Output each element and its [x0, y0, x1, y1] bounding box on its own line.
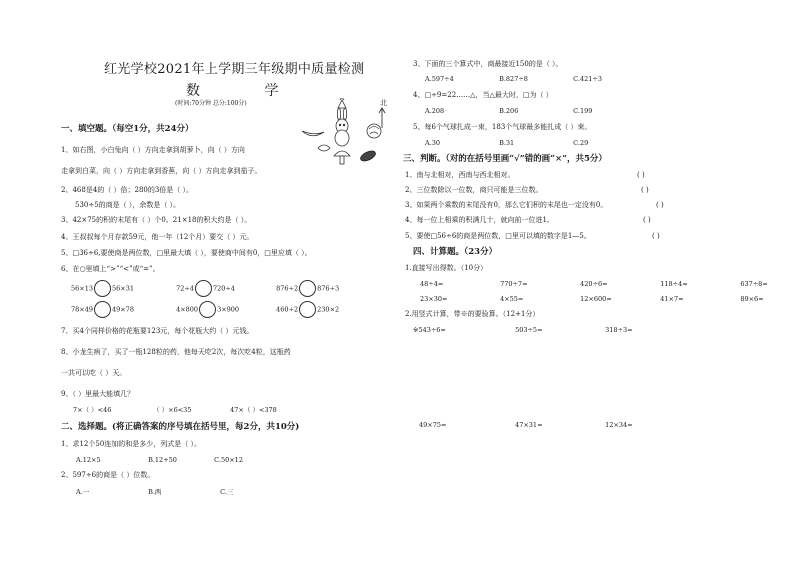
compare-left: 460÷2: [276, 305, 299, 314]
compare-left: 56×13: [71, 284, 93, 293]
oral-item: 23×30=: [420, 295, 448, 303]
q8-line2: 一共可以吃（ ）天。: [61, 369, 127, 377]
tf-paren-1: ( ): [637, 171, 645, 179]
q9-item: 47×（ ）<378: [230, 406, 277, 414]
vertical-item: 47×31=: [515, 421, 543, 429]
option: C.29: [573, 139, 589, 147]
mc1: 1、求12个50连加的和是多少，列式是（ ）。: [61, 440, 201, 448]
vertical-item: 318÷3=: [605, 326, 633, 334]
mc3-options: [425, 76, 602, 83]
tf-paren-3: ( ): [656, 201, 664, 209]
option: B.31: [499, 139, 515, 147]
compare-right: 876÷3: [317, 284, 340, 293]
calc-part-1-title: 1.直接写出得数。（10分）: [405, 264, 488, 272]
q1-line2: 走拿到白菜，向（ ）方向走拿到香蕉，向（ ）方向走拿到茄子。: [61, 167, 262, 175]
q5: 5、□36÷6,要使商是两位数，□里最大填（ ），要使商中间有0，□里应填（ ）。: [61, 249, 312, 257]
compare-left: 876÷2: [276, 284, 299, 293]
mushroom-icon: [334, 151, 350, 164]
compare-circle[interactable]: [199, 301, 216, 318]
compare-right: 56×31: [112, 284, 134, 293]
tf-item-2: 2、三位数除以一位数，商只可能是三位数。: [405, 186, 543, 194]
compare-left: 78×49: [71, 305, 93, 314]
option: C.421÷3: [573, 75, 602, 83]
option: C.三: [220, 488, 234, 496]
q9-item: 7×（ ）<46: [73, 406, 112, 414]
q4: 4、王叔叔每个月存款59元，他一年（12个月）要交（ ）元。: [61, 233, 254, 241]
leaf-icon: [318, 145, 330, 151]
option: A.12×5: [76, 456, 101, 464]
q7: 7、买4个同样价格的花瓶要123元，每个花瓶大约（ ）元钱。: [61, 327, 254, 335]
section-1-title: 一、填空题。（每空1分，共24分）: [61, 124, 194, 134]
compare-circle[interactable]: [299, 301, 316, 318]
option: B.827÷8: [499, 75, 528, 83]
oral-item: 41×7≈: [660, 295, 684, 303]
tf-item-1: 1、南与北相对，西南与西北相对。: [405, 171, 515, 179]
exam-meta: (时间:70分钟 总分:100分): [175, 100, 247, 107]
q9: 9、（ ）里最大能填几？: [61, 390, 135, 398]
vertical-item: 12×34=: [605, 421, 633, 429]
oral-item: 637÷8≈: [740, 280, 768, 288]
subject-title: 数 学: [186, 83, 309, 99]
oral-item: 420÷6=: [580, 280, 608, 288]
option: A.30: [425, 139, 441, 147]
mc2-options: [76, 489, 233, 496]
q8-line1: 8、小龙生病了，买了一瓶128粒的药，他每天吃2次，每次吃4粒，这瓶药: [61, 348, 291, 356]
mc1-options: [76, 457, 243, 464]
compare-left: 72÷4: [176, 284, 194, 293]
option: A.208: [425, 107, 445, 115]
vertical-item: ※543÷6=: [413, 326, 446, 334]
mc3: 3、下面的三个算式中，商最接近150的是（ ）。: [413, 60, 563, 68]
compare-circle[interactable]: [94, 280, 111, 297]
mc4: 4、□÷9=22……△，当△最大时，□为（ ）: [413, 91, 553, 99]
vertical-item: 49×75=: [419, 421, 447, 429]
tf-item-3: 3、如果两个乘数的末尾没有0，那么它们积的末尾也一定没有0。: [405, 201, 608, 209]
oral-item: 89×6≈: [740, 295, 764, 303]
q6: 6、在○里填上“>”“<”或“=”。: [61, 265, 160, 273]
tf-paren-2: ( ): [641, 186, 649, 194]
exam-title: 红光学校2021年上学期三年级期中质量检测: [104, 62, 365, 77]
tf-item-5: 5、要使□56÷6的商是两位数，□里可以填的数字是1—5。: [405, 232, 591, 240]
oral-row-1: [420, 281, 780, 288]
compare-right: 49×78: [112, 305, 134, 314]
vertical-item: 503÷5=: [515, 326, 543, 334]
option: C.199: [573, 107, 593, 115]
banana-icon: [302, 131, 324, 136]
compare-right: 720÷4: [212, 284, 235, 293]
section-2-title: 二、选择题。(将正确答案的序号填在括号里，每2分，共10分): [61, 422, 300, 432]
q9-items: [73, 407, 277, 414]
north-arrow-icon: [377, 107, 387, 129]
option: A.一: [76, 488, 90, 496]
q2-line2: 530÷5的商是（ ），余数是（ ）。: [75, 201, 181, 209]
oral-row-2: [420, 296, 780, 303]
option: B.12+50: [148, 456, 177, 464]
carrot-icon: [338, 98, 346, 108]
north-label: 北: [380, 99, 387, 107]
oral-item: 118÷4≈: [660, 280, 688, 288]
oral-item: 12×600=: [580, 295, 612, 303]
option: A.597÷4: [425, 75, 454, 83]
section-3-title: 三、判断。（对的在括号里画“√”错的画“×”，共5分）: [403, 154, 607, 164]
compare-row-2: [71, 301, 339, 318]
oral-item: 48÷4=: [420, 280, 444, 288]
oral-item: 4×55=: [500, 295, 524, 303]
vertical-row-1: [413, 327, 645, 334]
section-4-title: 四、计算题。（23分）: [413, 247, 498, 257]
compare-left: 4×800: [176, 305, 199, 314]
compare-circle[interactable]: [195, 280, 212, 297]
q1-line1: 1、如右图，小白兔向（ ）方向走拿到胡萝卜，向（ ）方向: [61, 146, 245, 154]
tf-paren-5: ( ): [652, 232, 660, 240]
tf-paren-4: ( ): [643, 216, 651, 224]
eggplant-icon: [359, 149, 377, 163]
q2-line1: 2、468是4的（ ）倍；280的3倍是（ ）。: [61, 186, 194, 194]
rabbit-icon: [335, 108, 349, 146]
compare-circle[interactable]: [299, 280, 316, 297]
tf-item-4: 4、每一位上相乘的积满几十，就向前一位进1。: [405, 216, 554, 224]
mc4-options: [425, 108, 592, 115]
option: B.206: [499, 107, 519, 115]
option: C.50×12: [214, 456, 243, 464]
vertical-row-2: [419, 422, 645, 429]
mc5-options: [425, 140, 588, 147]
oral-item: 770÷7=: [500, 280, 528, 288]
q3: 3、42×75的积的末尾有（ ）个0。21×18的积大约是（ ）。: [61, 216, 252, 224]
compare-row-1: [71, 280, 339, 297]
option: B.两: [148, 488, 162, 496]
compare-right: 3×900: [217, 305, 240, 314]
compare-circle[interactable]: [94, 301, 111, 318]
compare-right: 230×2: [317, 305, 340, 314]
mc2: 2、597÷6的商是（ ）位数。: [61, 471, 155, 479]
calc-part-2-title: 2.用竖式计算，带※的要验算。（12+1分）: [405, 310, 540, 318]
q9-item: （ ）×6<35: [153, 406, 192, 414]
mc5: 5、每6个气球扎成一束，183个气球最多能扎成（ ）束。: [413, 123, 592, 131]
